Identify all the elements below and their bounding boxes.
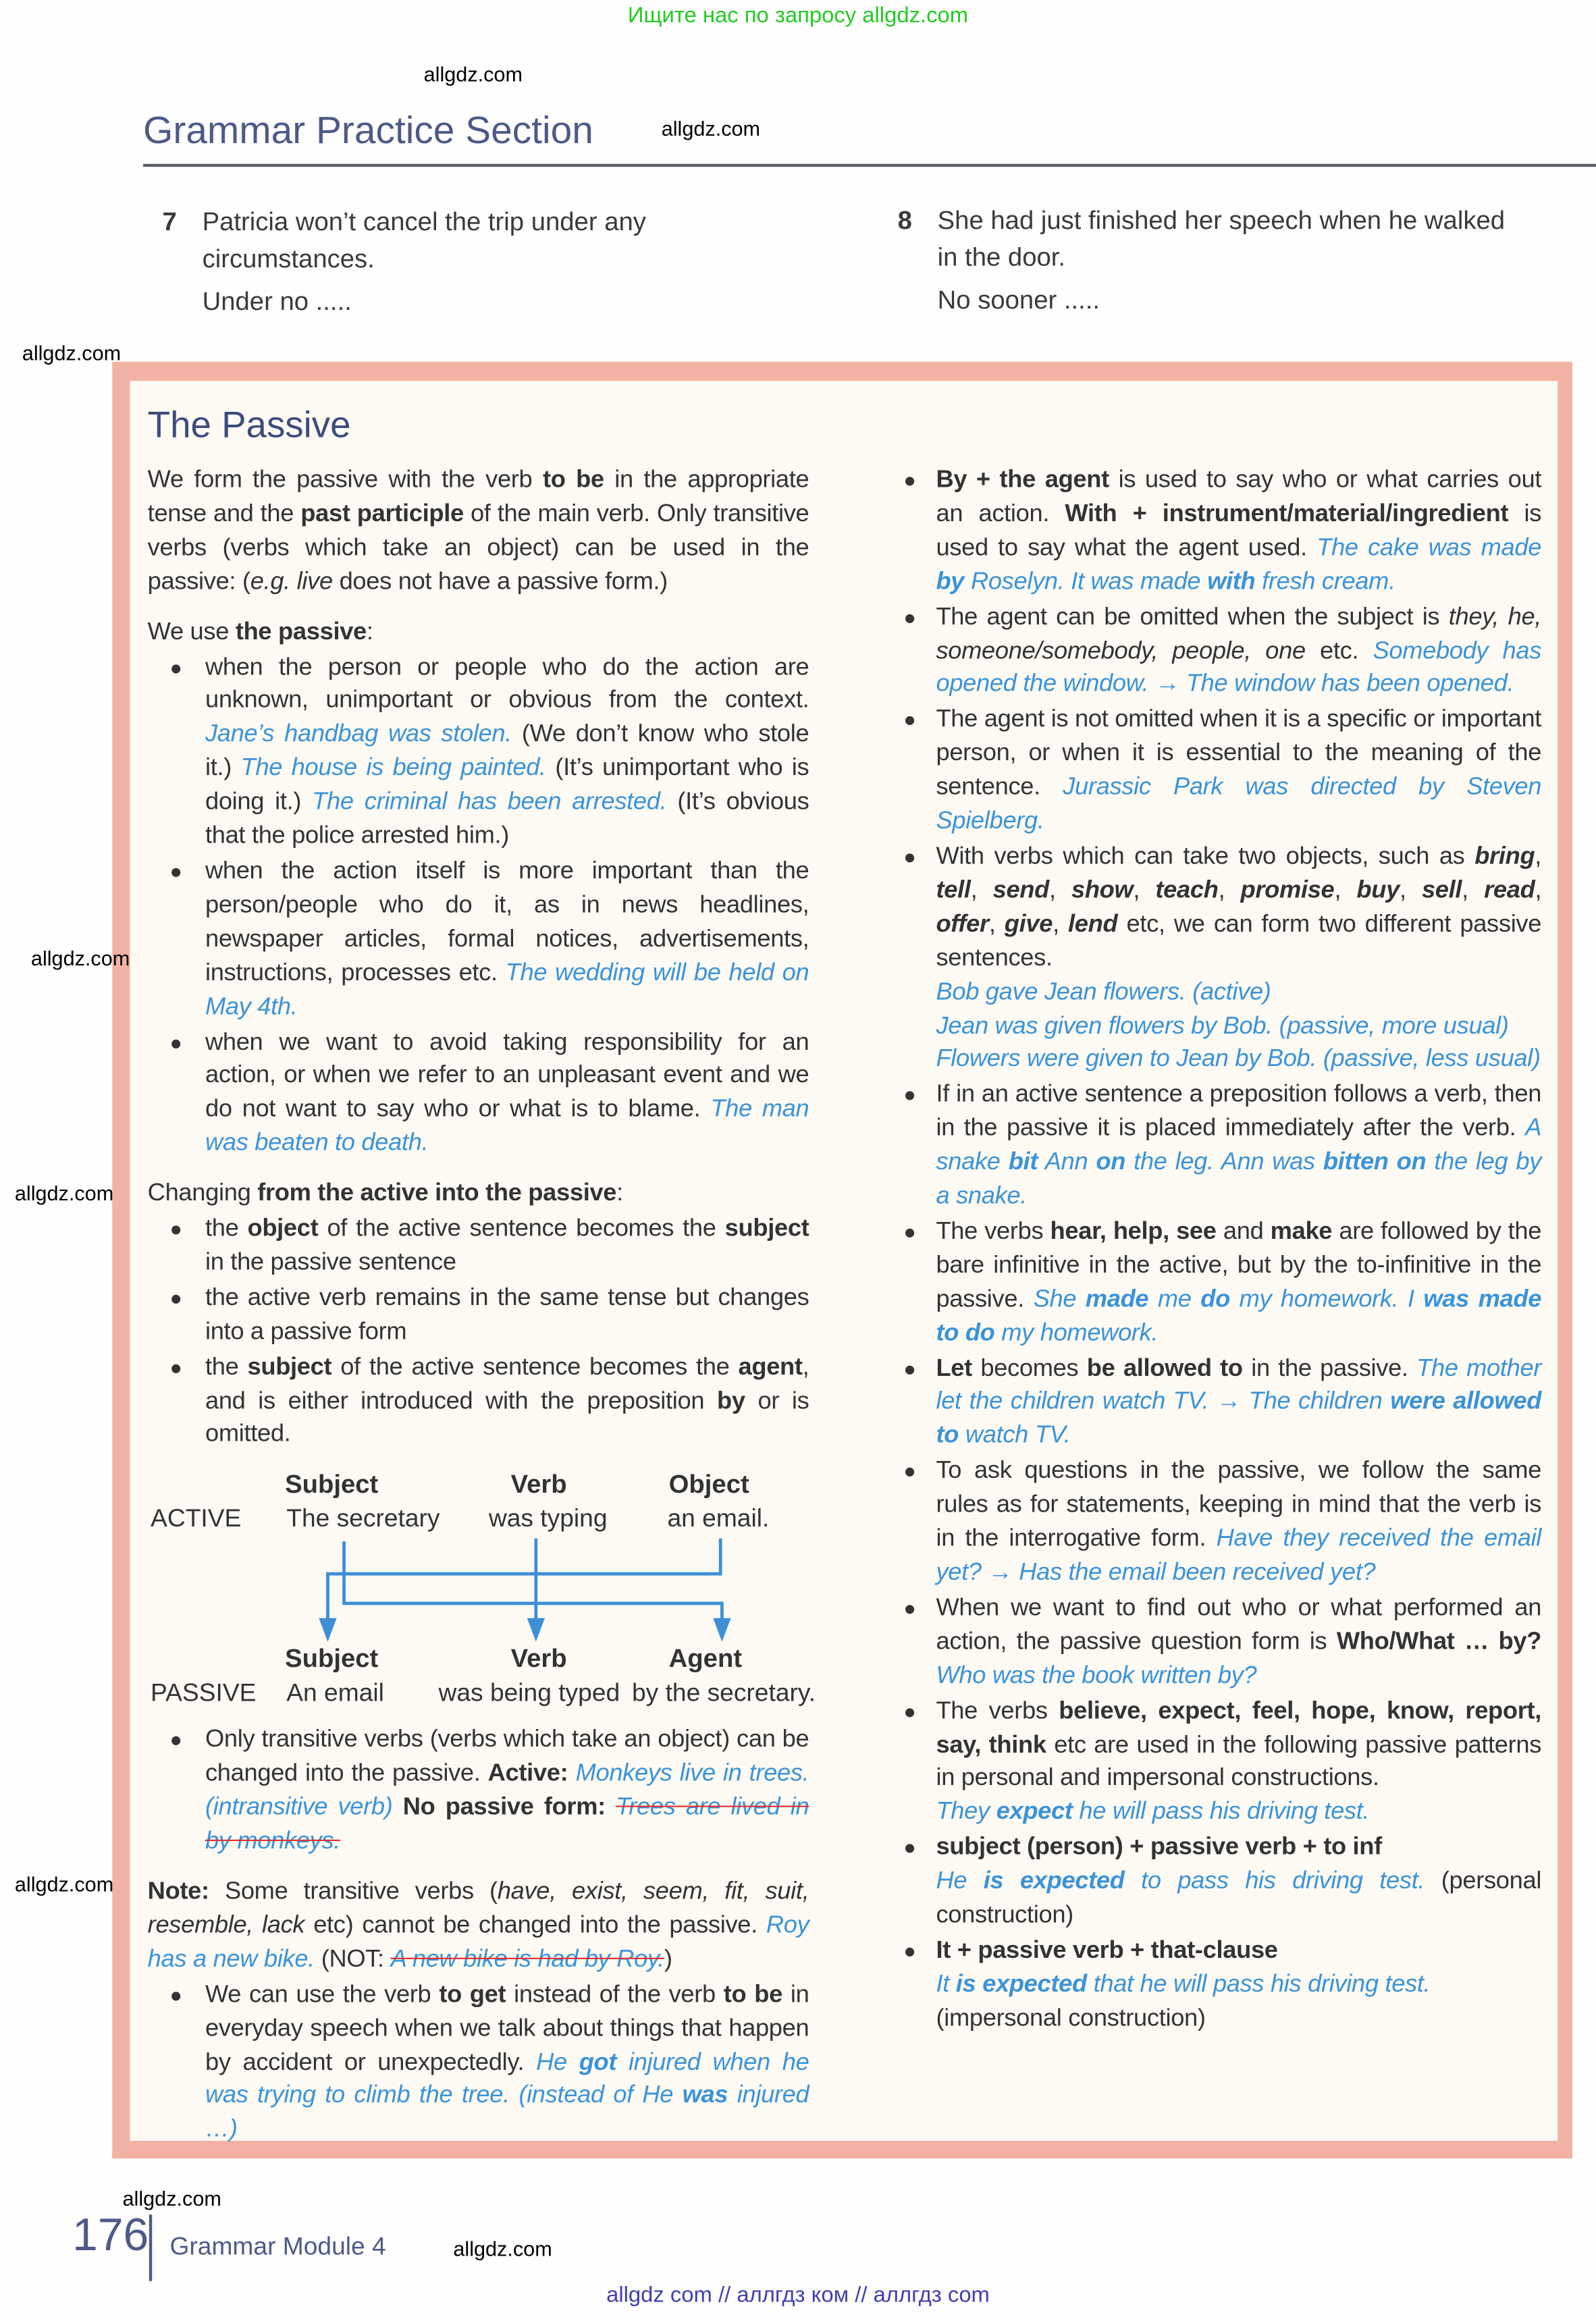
bullet-icon: ●: [903, 604, 916, 629]
text-run: the active verb remains in the same tense but changes into a passive form: [205, 1283, 809, 1345]
example-text: Jean was given flowers by Bob. (passive, more usual): [936, 1010, 1509, 1039]
emphasis-text: to be: [542, 464, 604, 494]
example-text: to pass his driving test.: [1124, 1866, 1425, 1895]
text-run: ,: [1218, 875, 1241, 904]
emphasis-text: be allowed to: [1086, 1353, 1243, 1381]
emphasis-text: past participle: [300, 498, 464, 527]
text-run: does not have a passive form.): [332, 566, 668, 595]
bullet-item: [148, 1724, 809, 1859]
example-text: on: [1096, 1147, 1126, 1176]
example-text: he will pass his driving test.: [1072, 1797, 1370, 1826]
example-text: A snake: [936, 1113, 1542, 1176]
text-run: [568, 1759, 575, 1787]
bottom-banner[interactable]: allgdz com // аллгдз ком // аллгдз com: [606, 2282, 990, 2308]
example-text: Flowers were given to Jean by Bob. (passive, less usual): [936, 1044, 1541, 1073]
emphasis-text: teach: [1155, 875, 1219, 904]
paragraph-text: [936, 1078, 1541, 1213]
bullet-item: [901, 1352, 1541, 1453]
diagram-word: an email.: [667, 1505, 770, 1533]
watermark-text: allgdz.com: [661, 116, 761, 140]
emphasis-text: No passive form:: [402, 1792, 606, 1821]
paragraph: [148, 615, 809, 649]
bullet-icon: ●: [169, 1728, 182, 1752]
text-run: ,: [1049, 875, 1071, 904]
bullet-item: [148, 1026, 809, 1161]
paragraph-text: [936, 1352, 1541, 1453]
bullet-item: [901, 464, 1541, 599]
text-run: instead of the verb: [506, 1979, 724, 2008]
diagram-word: was being typed: [438, 1679, 620, 1707]
exercise-line: circumstances.: [202, 243, 375, 273]
text-run: When we want to find out who or what performed an action, the passive question form is: [936, 1593, 1542, 1655]
text-run: have, exist, seem, fit, suit, resemble, lack: [147, 1876, 809, 1939]
bullet-item: [148, 1281, 809, 1349]
emphasis-text: sell: [1421, 875, 1462, 904]
bullet-icon: ●: [903, 1938, 916, 1963]
example-text: Ann: [1038, 1147, 1096, 1176]
example-line: [936, 1865, 1541, 1932]
active-label: ACTIVE: [151, 1505, 242, 1533]
diagram-word: The secretary: [286, 1505, 440, 1533]
paragraph-text: [205, 855, 809, 1023]
bullet-item: [901, 1455, 1541, 1590]
watermark-text: allgdz.com: [14, 1871, 114, 1896]
text-run: ,: [1334, 875, 1357, 904]
box-title: The Passive: [147, 404, 351, 446]
example-text: by: [936, 566, 965, 595]
emphasis-text: It + passive verb + that-clause: [936, 1935, 1278, 1964]
example-text: He: [936, 1866, 984, 1895]
text-run: ,: [1535, 841, 1542, 870]
text-run: e.g. live: [250, 566, 333, 595]
bullet-item: [901, 1078, 1541, 1213]
diagram-head: Object: [668, 1469, 749, 1499]
bullet-item: [148, 1212, 809, 1279]
text-run: in the appropriate tense and the: [147, 464, 809, 527]
emphasis-text: by: [716, 1385, 745, 1414]
text-run: (personal construction): [936, 1866, 1542, 1929]
emphasis-text: subject: [247, 1352, 332, 1380]
diagram-word: was typing: [488, 1505, 608, 1533]
text-run: The verbs: [936, 1216, 1050, 1245]
emphasis-text: subject: [724, 1213, 809, 1242]
bullet-item: [901, 703, 1541, 839]
text-run: We can use the verb: [205, 1979, 440, 2008]
watermark-text: allgdz.com: [453, 2237, 552, 2261]
diagram-head: Subject: [285, 1643, 379, 1674]
bullet-icon: ●: [903, 708, 916, 732]
example-line: [936, 1043, 1541, 1077]
text-run: or is omitted.: [205, 1385, 809, 1448]
bullet-icon: ●: [903, 468, 916, 492]
bullet-item: [901, 1695, 1541, 1830]
bullet-icon: ●: [169, 1030, 182, 1054]
paragraph-text: [936, 1455, 1541, 1590]
paragraph: [148, 1177, 809, 1210]
paragraph: [148, 464, 809, 599]
exercise-line: She had just finished her speech when he walked: [937, 205, 1506, 235]
text-run: is used to say who or what carries out an action.: [936, 464, 1542, 527]
bullet-icon: ●: [169, 1217, 182, 1241]
text-run: To ask questions in the passive, we follow the same rules as for statements, keeping in mind that the verb is in the interrogative form.: [936, 1456, 1542, 1552]
bullet-item: [901, 600, 1541, 701]
emphasis-text: send: [992, 875, 1050, 904]
example-text: He: [536, 2047, 579, 2075]
text-run: ,: [1053, 909, 1069, 938]
bullet-icon: ●: [169, 1354, 182, 1379]
example-text: my homework. I: [1229, 1284, 1424, 1312]
emphasis-text: lend: [1068, 909, 1118, 938]
example-text: The criminal has been arrested.: [312, 787, 667, 816]
text-run: the: [205, 1213, 248, 1242]
text-run: when the action itself is more important than the person/people who do it, as in news headlines, newspaper articles, formal notices, advertisements, instructions, processes etc.: [205, 856, 809, 986]
example-line: [936, 1009, 1541, 1043]
paragraph-text: [205, 1212, 809, 1279]
text-run: becomes: [972, 1353, 1087, 1381]
watermark-text: allgdz.com: [423, 61, 523, 86]
text-run: (We don’t know who stole it.): [205, 719, 809, 782]
text-run: is used to say what the agent used.: [936, 498, 1542, 561]
left-column: [147, 464, 816, 2148]
emphasis-text: offer: [936, 909, 989, 938]
example-text: made: [1085, 1284, 1149, 1312]
text-run: [606, 1792, 616, 1821]
example-text: Somebody has opened the window. → The window has been opened.: [936, 635, 1542, 698]
paragraph-text: [936, 1934, 1541, 1968]
top-banner[interactable]: Ищите нас по запросу allgdz.com: [627, 3, 969, 28]
arrow-subject-to-agent: [344, 1542, 722, 1628]
bullet-item: [148, 855, 809, 1023]
text-run: in everyday speech when we talk about things that happen by accident or unexpectedly.: [205, 1979, 809, 2075]
emphasis-text: buy: [1356, 875, 1400, 904]
emphasis-text: By + the agent: [936, 464, 1109, 494]
right-column: [901, 464, 1541, 2035]
example-text: was: [682, 2081, 728, 2109]
example-text: Roy has a new bike.: [147, 1910, 809, 1973]
emphasis-text: Who/What … by?: [1336, 1626, 1542, 1655]
paragraph-text: [936, 840, 1541, 975]
emphasis-text: hear, help, see: [1050, 1216, 1217, 1245]
exercise-prompt: No sooner .....: [937, 285, 1100, 315]
exercise-line: Patricia won’t cancel the trip under any: [202, 207, 646, 236]
text-run: If in an active sentence a preposition follows a verb, then in the passive it is placed immediately after the verb.: [936, 1080, 1542, 1142]
page-number: 176: [72, 2208, 149, 2261]
watermark-text: allgdz.com: [22, 341, 122, 365]
emphasis-text: show: [1071, 875, 1134, 904]
exercise-line: in the door.: [937, 242, 1066, 272]
arrow-object-to-subject: [327, 1539, 720, 1628]
example-line: [936, 2002, 1541, 2035]
bullet-icon: ●: [169, 1285, 182, 1310]
diagram-head: Verb: [510, 1469, 567, 1499]
example-text: watch TV.: [959, 1420, 1071, 1449]
text-run: when we want to avoid taking responsibility for an action, or when we refer to an unpleasant event and we do not want to say who or what is to blame.: [205, 1026, 809, 1123]
watermark-text: allgdz.com: [30, 946, 130, 970]
example-text: bitten on: [1323, 1147, 1427, 1176]
section-divider: [143, 164, 1596, 167]
bullet-item: [901, 840, 1541, 1077]
watermark-text: allgdz.com: [14, 1181, 114, 1205]
paragraph-text: [936, 1695, 1541, 1796]
emphasis-text: make: [1270, 1216, 1333, 1245]
example-text: is expected: [983, 1866, 1125, 1895]
emphasis-text: agent: [738, 1352, 803, 1380]
emphasis-text: tell: [936, 875, 971, 904]
example-line: [936, 1796, 1541, 1830]
paragraph-text: [205, 650, 809, 853]
emphasis-text: read: [1484, 875, 1535, 904]
example-text: fresh cream.: [1255, 566, 1395, 595]
exercise-number: 8: [897, 205, 912, 235]
text-run: etc.: [1305, 635, 1373, 664]
arrowhead-icon: [713, 1619, 730, 1643]
diagram-word: An email: [286, 1679, 384, 1707]
example-text: that he will pass his driving test.: [1086, 1969, 1431, 1998]
text-run: in the passive sentence: [205, 1247, 456, 1276]
paragraph-text: [205, 1350, 809, 1452]
text-run: We use: [147, 616, 236, 645]
text-run: , and is either introduced with the preposition: [205, 1352, 809, 1414]
example-text: Jane’s handbag was stolen.: [205, 719, 512, 748]
bullet-icon: ●: [903, 1356, 916, 1380]
paragraph-text: [205, 1978, 809, 2147]
example-text: Have they received the email yet? → Has the email been received yet?: [936, 1524, 1542, 1586]
example-text: The house is being painted.: [240, 753, 546, 782]
example-text: is expected: [955, 1969, 1087, 1998]
text-run: :: [616, 1178, 623, 1206]
paragraph-text: [205, 1026, 809, 1161]
paragraph-text: [936, 1831, 1541, 1865]
text-run: Only transitive verbs (verbs which take an object) can be changed into the passive.: [205, 1725, 809, 1787]
example-text: Who was the book written by?: [936, 1660, 1257, 1689]
bullet-icon: ●: [169, 654, 182, 678]
example-text: bit: [1008, 1147, 1038, 1176]
paragraph-text: [148, 615, 809, 649]
text-run: ,: [970, 875, 993, 904]
example-text: Monkeys live in trees. (intransitive verb): [205, 1759, 809, 1821]
example-text: me: [1148, 1284, 1201, 1312]
example-text: my homework.: [994, 1318, 1159, 1346]
text-run: etc) cannot be changed into the passive.: [304, 1910, 766, 1939]
paragraph-text: [148, 1177, 809, 1210]
watermark-text: allgdz.com: [122, 2186, 221, 2210]
example-text: Roselyn. It was made: [964, 566, 1208, 595]
example-text: injured when he was trying to climb the tree. (instead of He: [205, 2047, 809, 2109]
exercise-number: 7: [162, 207, 177, 236]
paragraph: [148, 1875, 809, 1976]
emphasis-text: promise: [1240, 875, 1335, 904]
arrowhead-icon: [527, 1619, 545, 1643]
paragraph-text: [936, 464, 1541, 599]
bullet-icon: ●: [169, 859, 182, 883]
example-text: It: [936, 1969, 956, 1998]
bullet-icon: ●: [903, 1459, 916, 1483]
paragraph-text: [936, 703, 1541, 839]
example-text: got: [579, 2047, 617, 2075]
text-run: We form the passive with the verb: [147, 464, 543, 494]
example-text: injured …): [205, 2081, 809, 2143]
example-text: do: [1200, 1284, 1230, 1312]
bullet-item: [148, 650, 809, 853]
arrowhead-icon: [319, 1619, 336, 1643]
text-run: when the person or people who do the action are unknown, unimportant or obvious from the context.: [205, 651, 809, 714]
example-line: [936, 1968, 1541, 2002]
bullet-item: [148, 1350, 809, 1452]
text-run: (NOT:: [314, 1944, 391, 1973]
section-title: Grammar Practice Section: [143, 107, 593, 153]
emphasis-text: to get: [439, 1979, 506, 2008]
example-text: Jurassic Park was directed by Steven Spielberg.: [936, 772, 1542, 834]
bullet-item: [901, 1831, 1541, 1932]
example-line: [936, 976, 1541, 1009]
example-text: the leg by a snake.: [936, 1147, 1542, 1210]
text-run: ,: [988, 909, 1005, 938]
example-text: The wedding will be held on May 4th.: [205, 957, 809, 1020]
bullet-item: [148, 1978, 809, 2147]
text-run: in the passive.: [1242, 1353, 1417, 1381]
bullet-icon: ●: [903, 1835, 916, 1859]
text-run: of the main verb. Only transitive verbs (verbs which take an object) can be used in the passive: (: [147, 498, 809, 595]
bullet-icon: ●: [903, 844, 916, 868]
example-text: A new bike is had by Roy.: [390, 1944, 664, 1973]
example-text: She: [1033, 1284, 1086, 1312]
diagram-word: by the secretary.: [631, 1679, 816, 1707]
text-run: [393, 1792, 403, 1821]
passive-label: PASSIVE: [151, 1679, 257, 1707]
paragraph-text: [936, 600, 1541, 701]
example-text: the leg. Ann was: [1125, 1147, 1323, 1176]
text-run: the: [205, 1352, 248, 1380]
bullet-icon: ●: [169, 1982, 182, 2006]
diagram-head: Verb: [510, 1643, 567, 1674]
text-run: (impersonal construction): [936, 2003, 1206, 2031]
text-run: Some transitive verbs (: [209, 1876, 498, 1905]
paragraph-text: [936, 1215, 1541, 1350]
text-run: (It’s unimportant who is doing it.): [205, 753, 809, 816]
emphasis-text: subject (person) + passive verb + to inf: [936, 1832, 1382, 1861]
emphasis-text: the passive: [235, 616, 367, 645]
text-run: (It’s obvious that the police arrested him.): [205, 787, 809, 849]
text-run: Changing: [147, 1178, 258, 1206]
paragraph-text: [205, 1724, 809, 1859]
text-run: :: [366, 616, 373, 645]
example-text: Trees are lived in by monkeys.: [205, 1792, 809, 1855]
example-text: with: [1207, 566, 1256, 595]
emphasis-text: believe, expect, feel, hope, know, report, say, think: [936, 1695, 1542, 1758]
example-text: The cake was made: [1316, 533, 1542, 561]
text-run: ,: [1399, 875, 1422, 904]
emphasis-text: Active:: [487, 1759, 568, 1787]
exercise-7: [162, 204, 852, 321]
text-run: With verbs which can take two objects, such as: [936, 841, 1475, 870]
active-passive-diagram: [148, 1464, 816, 1718]
emphasis-text: bring: [1474, 841, 1535, 870]
bullet-item: [901, 1215, 1541, 1350]
diagram-head: Agent: [668, 1643, 743, 1674]
emphasis-text: With + instrument/material/ingredient: [1065, 498, 1509, 527]
emphasis-text: Let: [936, 1353, 972, 1381]
bullet-icon: ●: [903, 1699, 916, 1723]
text-run: ,: [1462, 875, 1485, 904]
example-text: The mother let the children watch TV. → The children: [936, 1353, 1542, 1416]
example-text: Bob gave Jean flowers. (active): [936, 976, 1271, 1005]
text-run: ): [664, 1944, 672, 1973]
bullet-item: [901, 1934, 1541, 2035]
emphasis-text: Note:: [147, 1876, 209, 1905]
module-label: Grammar Module 4: [169, 2232, 386, 2261]
text-run: The agent is not omitted when it is a specific or important person, or when it is essential to the meaning of the sentence.: [936, 704, 1542, 801]
text-run: of the active sentence becomes the: [331, 1352, 739, 1380]
emphasis-text: give: [1004, 909, 1053, 938]
bullet-icon: ●: [903, 1595, 916, 1620]
paragraph-text: [148, 1875, 809, 1976]
text-run: they, he, someone/somebody, people, one: [936, 602, 1542, 664]
text-run: etc are used in the following passive patterns in personal and impersonal constructions.: [936, 1729, 1542, 1792]
text-run: ,: [1535, 875, 1542, 904]
example-text: The man was beaten to death.: [205, 1094, 809, 1156]
footer-divider: [149, 2214, 151, 2281]
bullet-icon: ●: [903, 1082, 916, 1107]
example-text: They: [936, 1797, 996, 1826]
example-text: were allowed to: [936, 1387, 1542, 1449]
emphasis-text: from the active into the passive: [257, 1178, 617, 1206]
text-run: The agent can be omitted when the subject is: [936, 602, 1449, 630]
text-run: ,: [1133, 875, 1156, 904]
emphasis-text: object: [247, 1213, 319, 1242]
exercise-prompt: Under no .....: [202, 286, 352, 316]
emphasis-text: to be: [723, 1979, 782, 2008]
text-run: and: [1216, 1216, 1271, 1245]
paragraph-text: [148, 464, 809, 599]
text-run: are followed by the bare infinitive in the active, but by the to-infinitive in the passive.: [936, 1216, 1542, 1312]
paragraph-text: [205, 1281, 809, 1349]
example-text: was made to do: [936, 1284, 1542, 1346]
bullet-icon: ●: [903, 1219, 916, 1244]
text-run: etc, we can form two different passive sentences.: [936, 909, 1542, 972]
paragraph-text: [936, 1591, 1541, 1693]
exercise-8: [897, 203, 1587, 319]
diagram-head: Subject: [285, 1469, 379, 1499]
example-text: expect: [996, 1797, 1073, 1826]
text-run: The verbs: [936, 1695, 1059, 1724]
bullet-item: [901, 1591, 1541, 1693]
text-run: of the active sentence becomes the: [318, 1213, 725, 1242]
